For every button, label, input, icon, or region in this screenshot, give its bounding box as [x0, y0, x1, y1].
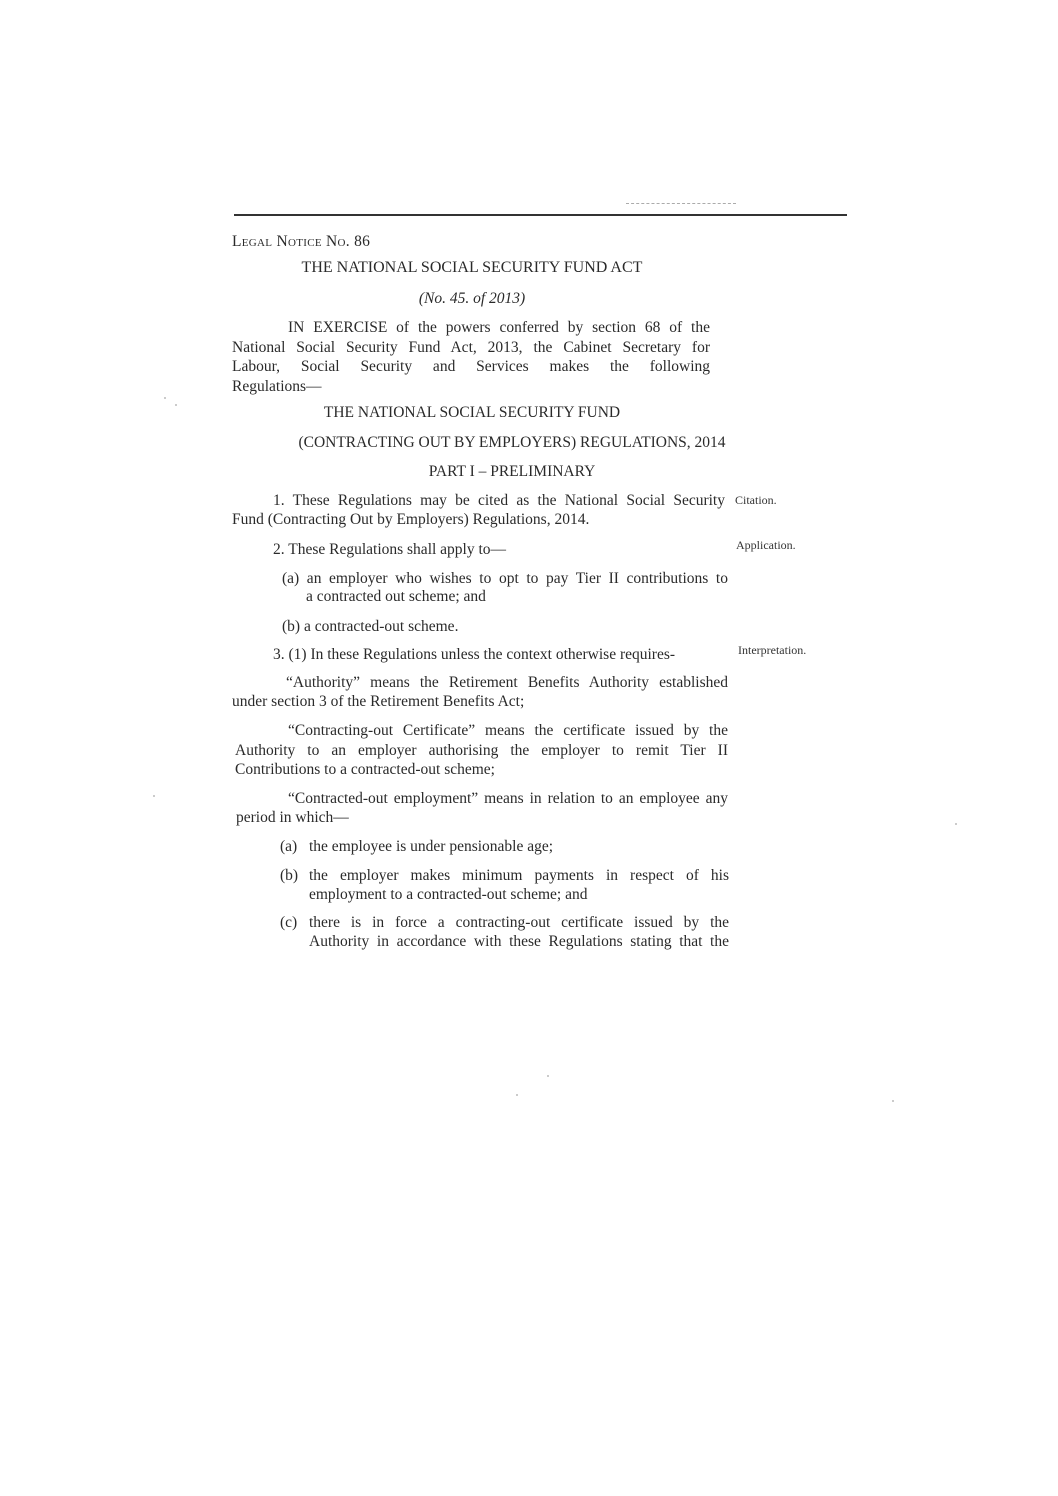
definition-employment-line-2: period in which— — [236, 809, 349, 826]
definition-certificate-line-1: “Contracting-out Certificate” means the certificate issued by the — [288, 722, 728, 739]
definition-certificate-line-3: Contributions to a contracted-out scheme; — [235, 761, 495, 778]
item-c-label: (c) — [280, 914, 298, 931]
act-number: (No. 45. of 2013) — [418, 290, 526, 307]
preamble-line-4: Regulations— — [232, 378, 322, 395]
scan-speck — [164, 397, 166, 399]
header-rule — [234, 214, 847, 216]
definition-authority-line-1: “Authority” means the Retirement Benefits Authority established — [286, 674, 728, 691]
item-b-label: (b) — [280, 867, 299, 884]
item-b-line-1: the employer makes minimum payments in respect of his — [309, 867, 729, 884]
section-2b-line: (b) a contracted-out scheme. — [282, 618, 459, 635]
act-title: THE NATIONAL SOCIAL SECURITY FUND ACT — [301, 259, 643, 276]
margin-note-citation: Citation. — [735, 493, 777, 507]
scan-artifact — [626, 203, 736, 205]
scan-speck — [153, 795, 155, 797]
scan-speck — [547, 1075, 549, 1077]
preamble-line-1: IN EXERCISE of the powers conferred by section 68 of the — [288, 319, 710, 336]
preamble-line-3: Labour, Social Security and Services makes the following — [232, 358, 710, 375]
section-2-line: 2. These Regulations shall apply to— — [273, 541, 507, 558]
definition-authority-line-2: under section 3 of the Retirement Benefits Act; — [232, 693, 525, 710]
scan-speck — [955, 823, 957, 825]
section-1-line-2: Fund (Contracting Out by Employers) Regulations, 2014. — [232, 511, 590, 528]
margin-note-interpretation: Interpretation. — [738, 643, 807, 657]
item-b-line-2: employment to a contracted-out scheme; and — [309, 886, 588, 903]
part-heading: PART I – PRELIMINARY — [428, 463, 596, 480]
section-2a-line-1: (a) an employer who wishes to opt to pay Tier II contributions to — [282, 570, 728, 587]
scan-speck — [175, 404, 177, 406]
item-a-text: the employee is under pensionable age; — [309, 838, 554, 855]
preamble-line-2: National Social Security Fund Act, 2013, the Cabinet Secretary for — [232, 339, 710, 356]
item-a-label: (a) — [280, 838, 298, 855]
regulations-title-2: (CONTRACTING OUT BY EMPLOYERS) REGULATIONS, 2014 — [298, 434, 726, 451]
definition-certificate-line-2: Authority to an employer authorising the employer to remit Tier II — [235, 742, 728, 759]
scan-speck — [516, 1094, 518, 1096]
legal-notice-label: Legal Notice No. 86 — [232, 233, 371, 250]
section-2a-line-2: a contracted out scheme; and — [306, 588, 486, 605]
margin-note-application: Application. — [736, 538, 796, 552]
item-c-line-2: Authority in accordance with these Regulations stating that the — [309, 933, 729, 950]
definition-employment-line-1: “Contracted-out employment” means in relation to an employee any — [288, 790, 728, 807]
section-1-line-1: 1. These Regulations may be cited as the National Social Security — [273, 492, 725, 509]
section-3-line: 3. (1) In these Regulations unless the context otherwise requires- — [273, 646, 676, 663]
scan-speck — [892, 1100, 894, 1102]
regulations-title-1: THE NATIONAL SOCIAL SECURITY FUND — [323, 404, 621, 421]
item-c-line-1: there is in force a contracting-out certificate issued by the — [309, 914, 729, 931]
